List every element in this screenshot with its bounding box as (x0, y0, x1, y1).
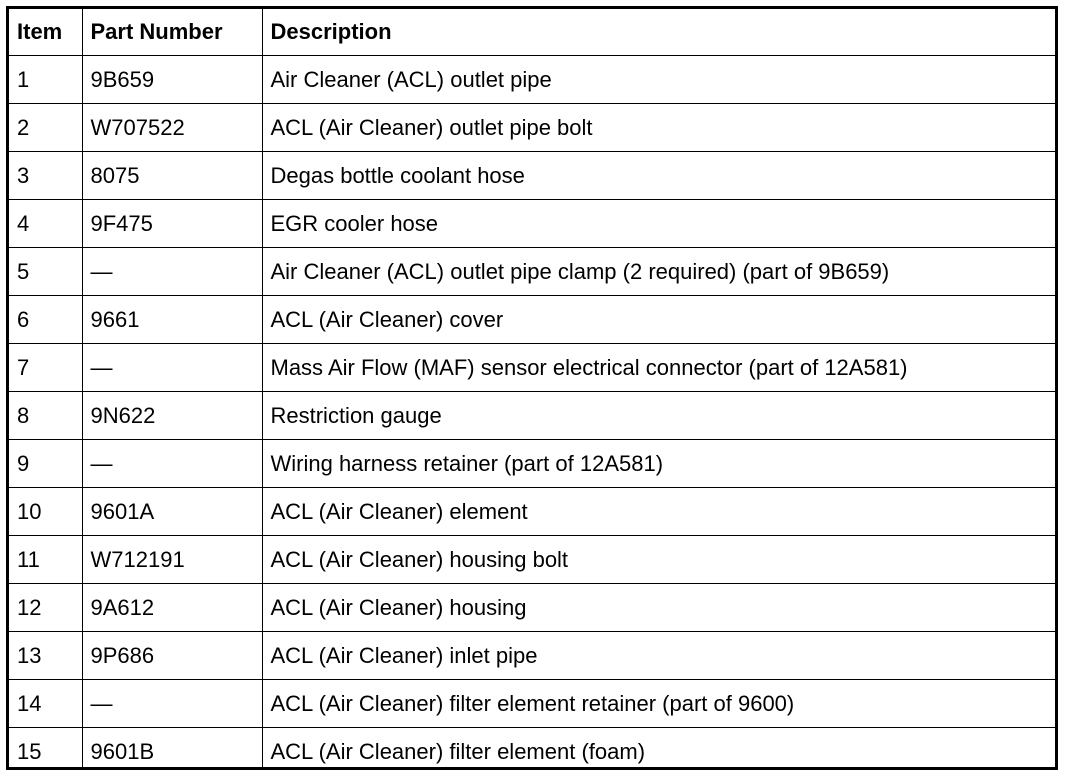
item-cell: 1 (9, 56, 82, 104)
header-part-number: Part Number (82, 9, 262, 56)
item-cell: 9 (9, 440, 82, 488)
item-cell: 2 (9, 104, 82, 152)
description-cell: EGR cooler hose (262, 200, 1055, 248)
part-number-cell: 9A612 (82, 584, 262, 632)
item-cell: 10 (9, 488, 82, 536)
item-cell: 12 (9, 584, 82, 632)
header-row (9, 9, 1055, 56)
table-row (9, 632, 1055, 680)
table-row (9, 584, 1055, 632)
table-row (9, 248, 1055, 296)
parts-table (9, 9, 1055, 770)
description-cell: ACL (Air Cleaner) filter element (foam) (262, 728, 1055, 771)
description-cell: Restriction gauge (262, 392, 1055, 440)
header-description: Description (262, 9, 1055, 56)
description-cell: Air Cleaner (ACL) outlet pipe clamp (2 required) (part of 9B659) (262, 248, 1055, 296)
description-cell: ACL (Air Cleaner) housing (262, 584, 1055, 632)
description-cell: ACL (Air Cleaner) housing bolt (262, 536, 1055, 584)
item-cell: 14 (9, 680, 82, 728)
item-cell: 11 (9, 536, 82, 584)
part-number-cell: — (82, 680, 262, 728)
description-cell: ACL (Air Cleaner) outlet pipe bolt (262, 104, 1055, 152)
description-cell: ACL (Air Cleaner) filter element retainer (part of 9600) (262, 680, 1055, 728)
part-number-cell: 9661 (82, 296, 262, 344)
item-cell: 13 (9, 632, 82, 680)
table-row (9, 152, 1055, 200)
item-cell: 3 (9, 152, 82, 200)
description-cell: Degas bottle coolant hose (262, 152, 1055, 200)
part-number-cell: — (82, 440, 262, 488)
header-item: Item (9, 9, 82, 56)
part-number-cell: 9F475 (82, 200, 262, 248)
table-row (9, 680, 1055, 728)
description-cell: ACL (Air Cleaner) cover (262, 296, 1055, 344)
description-cell: ACL (Air Cleaner) element (262, 488, 1055, 536)
part-number-cell: 9601A (82, 488, 262, 536)
item-cell: 4 (9, 200, 82, 248)
description-cell: Wiring harness retainer (part of 12A581) (262, 440, 1055, 488)
item-cell: 15 (9, 728, 82, 771)
table-row (9, 104, 1055, 152)
description-cell: ACL (Air Cleaner) inlet pipe (262, 632, 1055, 680)
part-number-cell: 8075 (82, 152, 262, 200)
part-number-cell: — (82, 344, 262, 392)
table-row (9, 536, 1055, 584)
part-number-cell: 9B659 (82, 56, 262, 104)
table-row (9, 728, 1055, 771)
part-number-cell: 9N622 (82, 392, 262, 440)
item-cell: 6 (9, 296, 82, 344)
item-cell: 8 (9, 392, 82, 440)
table-row (9, 200, 1055, 248)
table-row (9, 296, 1055, 344)
table-row (9, 56, 1055, 104)
item-cell: 7 (9, 344, 82, 392)
part-number-cell: W712191 (82, 536, 262, 584)
description-cell: Air Cleaner (ACL) outlet pipe (262, 56, 1055, 104)
part-number-cell: 9P686 (82, 632, 262, 680)
part-number-cell: 9601B (82, 728, 262, 771)
table-row (9, 440, 1055, 488)
part-number-cell: W707522 (82, 104, 262, 152)
item-cell: 5 (9, 248, 82, 296)
table-row (9, 488, 1055, 536)
parts-table-frame (6, 6, 1058, 770)
description-cell: Mass Air Flow (MAF) sensor electrical connector (part of 12A581) (262, 344, 1055, 392)
table-row (9, 392, 1055, 440)
part-number-cell: — (82, 248, 262, 296)
table-row (9, 344, 1055, 392)
